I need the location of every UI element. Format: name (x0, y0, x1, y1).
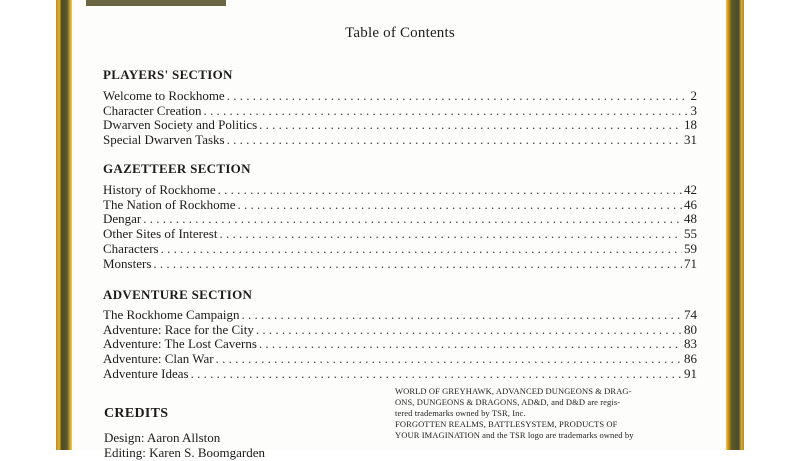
toc-entry-page: 2 (690, 88, 697, 103)
toc-entry[interactable] (103, 307, 697, 323)
toc-entry[interactable] (103, 182, 697, 198)
toc-entry-label: Adventure: The Lost Caverns (103, 336, 257, 351)
toc-entry-label: Characters (103, 241, 159, 256)
toc-entry-label: Adventure: Clan War (103, 351, 214, 366)
toc-entry-label: History of Rockhome (103, 182, 216, 197)
toc-entry-page: 18 (684, 117, 697, 132)
toc-entry-label: Other Sites of Interest (103, 226, 218, 241)
toc-entry-page: 80 (684, 322, 697, 337)
toc-entry-label: Character Creation (103, 103, 202, 118)
leader-dots (227, 88, 689, 104)
toc-entry[interactable] (103, 226, 697, 242)
toc-entry-page: 71 (684, 256, 697, 271)
toc-entry-label: Dwarven Society and Politics (103, 117, 258, 132)
toc-entry[interactable] (103, 241, 697, 257)
toc-entry-page: 31 (684, 132, 697, 147)
credits-line: Design: Aaron Allston (104, 430, 221, 445)
toc-entry-page: 86 (684, 351, 697, 366)
leader-dots (259, 336, 682, 352)
toc-entry-page: 59 (684, 241, 697, 256)
toc-entry-label: The Rockhome Campaign (103, 307, 240, 322)
leader-dots (153, 256, 682, 272)
section-heading-gazetteer: GAZETTEER SECTION (103, 161, 251, 176)
toc-entry-page: 55 (684, 226, 697, 241)
toc-entry-label: Dengar (103, 211, 142, 226)
toc-entry-page: 46 (684, 197, 697, 212)
right-decorative-border (726, 0, 744, 450)
trademark-line: tered trademarks owned by TSR, Inc. (395, 408, 526, 418)
page-title: Table of Contents (345, 25, 455, 41)
toc-entry-page: 3 (690, 103, 697, 118)
credits-heading: CREDITS (104, 406, 169, 421)
trademark-notice (395, 386, 695, 441)
toc-entry[interactable] (103, 366, 697, 382)
top-edge-mark (86, 0, 226, 6)
toc-entry-page: 74 (684, 307, 697, 322)
toc-entry-label: Adventure: Race for the City (103, 322, 254, 337)
toc-entry[interactable] (103, 211, 697, 227)
leader-dots (143, 211, 682, 227)
toc-entry-page: 91 (684, 366, 697, 381)
trademark-line: WORLD OF GREYHAWK, ADVANCED DUNGEONS & DRAG- (395, 386, 632, 396)
toc-entry-label: The Nation of Rockhome (103, 197, 236, 212)
toc-entry[interactable] (103, 256, 697, 272)
leader-dots (216, 351, 682, 367)
leader-dots (227, 132, 682, 148)
toc-entry-page: 42 (684, 182, 697, 197)
section-heading-players: PLAYERS' SECTION (103, 67, 233, 82)
toc-entry[interactable] (103, 117, 697, 133)
toc-entry-page: 83 (684, 336, 697, 351)
toc-entry[interactable] (103, 336, 697, 352)
leader-dots (191, 366, 682, 382)
section-heading-adventure: ADVENTURE SECTION (103, 287, 253, 302)
trademark-line: YOUR IMAGINATION and the TSR logo are trademarks owned by (395, 430, 634, 440)
credits-line: Editing: Karen S. Boomgarden (104, 445, 266, 460)
toc-entry-label: Adventure Ideas (103, 366, 189, 381)
leader-dots (241, 307, 682, 323)
toc-entry-page: 48 (684, 211, 697, 226)
trademark-line: ONS, DUNGEONS & DRAGONS, AD&D, and D&D are regis- (395, 397, 621, 407)
leader-dots (259, 117, 682, 133)
leader-dots (219, 226, 682, 242)
toc-entry-label: Special Dwarven Tasks (103, 132, 225, 147)
toc-entry[interactable] (103, 88, 697, 104)
toc-entry[interactable] (103, 132, 697, 148)
toc-entry-label: Welcome to Rockhome (103, 88, 225, 103)
leader-dots (218, 182, 682, 198)
toc-entry-label: Monsters (103, 256, 152, 271)
leader-dots (161, 241, 682, 257)
toc-entry[interactable] (103, 351, 697, 367)
left-decorative-border (56, 0, 72, 450)
trademark-line: FORGOTTEN REALMS, BATTLESYSTEM, PRODUCTS OF (395, 419, 618, 429)
